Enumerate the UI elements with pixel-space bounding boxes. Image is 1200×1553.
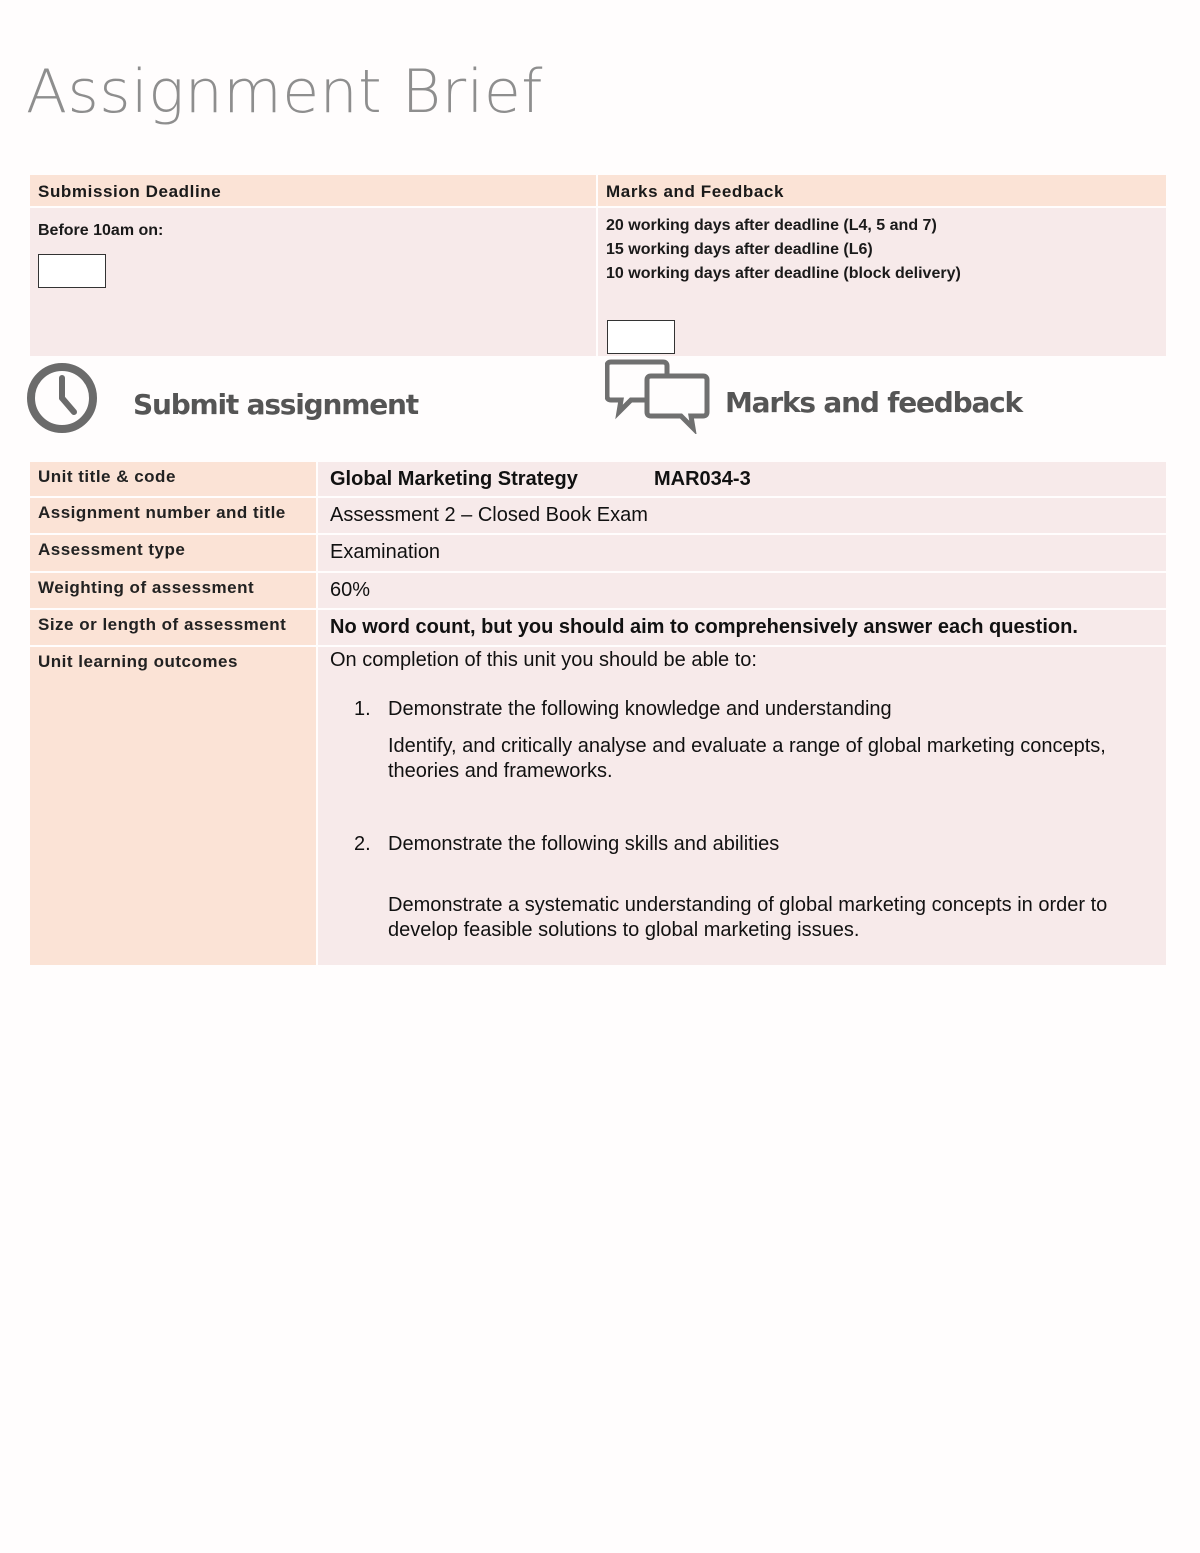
feedback-timeline-line: 20 working days after deadline (L4, 5 and 7) [606,217,937,234]
table-row [30,462,1166,496]
outcome-heading: Demonstrate the following skills and abilities [388,833,780,855]
unit-title-label: Unit title & code [30,462,316,496]
outcomes-intro: On completion of this unit you should be able to: [330,649,757,671]
feedback-date-field[interactable] [607,320,675,354]
outcome-number: 1. [354,698,371,720]
feedback-timeline-line: 10 working days after deadline (block delivery) [606,265,961,282]
feedback-timeline-line: 15 working days after deadline (L6) [606,241,873,258]
feedback-timelines [598,208,1166,286]
assessment-type-label: Assessment type [30,535,316,571]
table-row [30,610,1166,645]
assessment-details-table [30,462,1166,967]
learning-outcomes-label: Unit learning outcomes [30,647,316,965]
weighting-value: 60% [318,573,1166,608]
assignment-number-label: Assignment number and title [30,498,316,533]
table-row [30,573,1166,608]
submission-deadline-header: Submission Deadline [30,175,596,206]
table-row [30,535,1166,571]
assignment-number-value: Assessment 2 – Closed Book Exam [318,498,1166,533]
unit-title: Global Marketing Strategy [330,468,578,490]
size-length-label: Size or length of assessment [30,610,316,645]
deadline-header-row [30,175,1166,206]
deadline-table [30,175,1166,356]
outcome-heading: Demonstrate the following knowledge and understanding [388,698,892,720]
learning-outcomes-value [318,647,1166,965]
outcome-text: Demonstrate a systematic understanding of global marketing concepts in order to develop feasible solutions to global marketing issues. [388,894,1108,941]
unit-code: MAR034-3 [654,468,751,490]
clock-icon [26,362,98,439]
before-deadline-text: Before 10am on: [38,222,164,239]
deadline-body-row [30,208,1166,356]
icon-row [0,358,1200,438]
list-item [330,832,1154,943]
submit-assignment-label: Submit assignment [133,388,418,421]
outcome-number: 2. [354,833,371,855]
speech-bubbles-icon [605,358,711,439]
unit-title-value [318,462,1166,496]
outcome-text: Identify, and critically analyse and evaluate a range of global marketing concepts, theories and frameworks. [388,735,1106,782]
size-length-value: No word count, but you should aim to comprehensively answer each question. [318,610,1166,645]
marks-feedback-label: Marks and feedback [725,386,1022,419]
page-title: Assignment Brief [26,57,543,127]
table-row [30,647,1166,965]
marks-feedback-cell [598,208,1166,356]
table-row [30,498,1166,533]
list-item [330,697,1154,784]
marks-feedback-header: Marks and Feedback [598,175,1166,206]
assessment-type-value: Examination [318,535,1166,571]
deadline-date-field[interactable] [38,254,106,288]
weighting-label: Weighting of assessment [30,573,316,608]
submission-deadline-cell [30,208,596,356]
